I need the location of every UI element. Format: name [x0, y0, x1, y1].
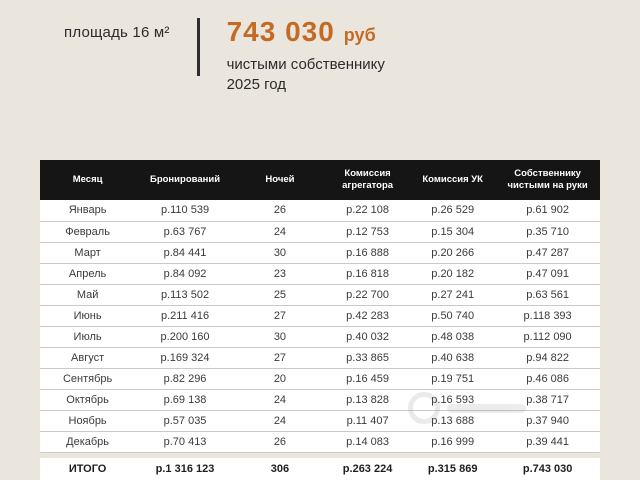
value-cell: р.47 091	[495, 263, 600, 284]
value-cell: р.47 287	[495, 242, 600, 263]
value-cell: р.113 502	[135, 284, 235, 305]
amount-block	[227, 16, 385, 94]
value-cell: р.40 638	[410, 347, 495, 368]
total-value-cell: р.263 224	[325, 458, 410, 480]
table-row	[40, 284, 600, 305]
table-row	[40, 410, 600, 431]
amount-line	[227, 16, 385, 48]
month-cell: Июнь	[40, 305, 135, 326]
table-row	[40, 368, 600, 389]
total-value-cell: 306	[235, 458, 325, 480]
total-value-cell: р.315 869	[410, 458, 495, 480]
total-value-cell: р.1 316 123	[135, 458, 235, 480]
column-header: Бронирований	[135, 160, 235, 200]
total-row	[40, 458, 600, 480]
column-header: Комиссия УК	[410, 160, 495, 200]
value-cell: р.13 828	[325, 389, 410, 410]
value-cell: р.42 283	[325, 305, 410, 326]
value-cell: р.40 032	[325, 326, 410, 347]
value-cell: р.84 092	[135, 263, 235, 284]
value-cell: р.61 902	[495, 200, 600, 221]
value-cell: р.15 304	[410, 221, 495, 242]
subtitle	[227, 55, 385, 94]
column-header: Месяц	[40, 160, 135, 200]
value-cell: р.19 751	[410, 368, 495, 389]
value-cell: р.211 416	[135, 305, 235, 326]
value-cell: р.16 459	[325, 368, 410, 389]
table-row	[40, 326, 600, 347]
month-cell: Апрель	[40, 263, 135, 284]
value-cell: р.39 441	[495, 431, 600, 452]
column-header: Комиссия агрегатора	[325, 160, 410, 200]
value-cell: 25	[235, 284, 325, 305]
vertical-divider	[197, 18, 200, 76]
value-cell: р.38 717	[495, 389, 600, 410]
month-cell: Ноябрь	[40, 410, 135, 431]
total-table	[40, 458, 600, 480]
value-cell: 20	[235, 368, 325, 389]
summary-header	[64, 16, 385, 94]
value-cell: р.84 441	[135, 242, 235, 263]
value-cell: р.69 138	[135, 389, 235, 410]
value-cell: 23	[235, 263, 325, 284]
value-cell: 24	[235, 221, 325, 242]
value-cell: р.112 090	[495, 326, 600, 347]
income-table	[40, 160, 600, 453]
value-cell: р.63 767	[135, 221, 235, 242]
value-cell: р.200 160	[135, 326, 235, 347]
value-cell: р.46 086	[495, 368, 600, 389]
value-cell: р.33 865	[325, 347, 410, 368]
currency-label: руб	[343, 25, 376, 45]
value-cell: р.48 038	[410, 326, 495, 347]
value-cell: р.22 700	[325, 284, 410, 305]
value-cell: 27	[235, 347, 325, 368]
table-row	[40, 263, 600, 284]
month-cell: Май	[40, 284, 135, 305]
table-row	[40, 305, 600, 326]
value-cell: р.70 413	[135, 431, 235, 452]
month-cell: Декабрь	[40, 431, 135, 452]
month-cell: Февраль	[40, 221, 135, 242]
value-cell: р.11 407	[325, 410, 410, 431]
table-header-row	[40, 160, 600, 200]
value-cell: р.16 999	[410, 431, 495, 452]
income-table-wrap	[40, 160, 600, 480]
month-cell: Июль	[40, 326, 135, 347]
value-cell: р.37 940	[495, 410, 600, 431]
table-row	[40, 200, 600, 221]
value-cell: р.169 324	[135, 347, 235, 368]
value-cell: р.118 393	[495, 305, 600, 326]
month-cell: Январь	[40, 200, 135, 221]
value-cell: р.16 818	[325, 263, 410, 284]
total-label-cell: ИТОГО	[40, 458, 135, 480]
table-row	[40, 389, 600, 410]
value-cell: р.94 822	[495, 347, 600, 368]
value-cell: р.16 888	[325, 242, 410, 263]
month-cell: Август	[40, 347, 135, 368]
value-cell: р.82 296	[135, 368, 235, 389]
value-cell: р.110 539	[135, 200, 235, 221]
value-cell: 27	[235, 305, 325, 326]
table-row	[40, 347, 600, 368]
value-cell: р.13 688	[410, 410, 495, 431]
value-cell: р.57 035	[135, 410, 235, 431]
value-cell: 24	[235, 389, 325, 410]
value-cell: р.12 753	[325, 221, 410, 242]
subtitle-line2: 2025 год	[226, 75, 287, 93]
value-cell: р.26 529	[410, 200, 495, 221]
month-cell: Март	[40, 242, 135, 263]
value-cell: р.50 740	[410, 305, 495, 326]
value-cell: р.35 710	[495, 221, 600, 242]
table-body	[40, 200, 600, 452]
value-cell: р.14 083	[325, 431, 410, 452]
month-cell: Октябрь	[40, 389, 135, 410]
table-row	[40, 221, 600, 242]
subtitle-line1: чистыми собственнику	[226, 56, 385, 73]
value-cell: р.16 593	[410, 389, 495, 410]
value-cell: р.63 561	[495, 284, 600, 305]
column-header: Собственнику чистыми на руки	[495, 160, 600, 200]
area-label: площадь 16 м²	[64, 24, 170, 41]
month-cell: Сентябрь	[40, 368, 135, 389]
value-cell: 24	[235, 410, 325, 431]
value-cell: р.20 266	[410, 242, 495, 263]
value-cell: р.22 108	[325, 200, 410, 221]
total-value-cell: р.743 030	[495, 458, 600, 480]
table-row	[40, 431, 600, 452]
value-cell: 26	[235, 431, 325, 452]
amount-value: 743 030	[226, 16, 335, 47]
value-cell: р.27 241	[410, 284, 495, 305]
value-cell: 30	[235, 242, 325, 263]
value-cell: 26	[235, 200, 325, 221]
value-cell: 30	[235, 326, 325, 347]
column-header: Ночей	[235, 160, 325, 200]
table-row	[40, 242, 600, 263]
value-cell: р.20 182	[410, 263, 495, 284]
